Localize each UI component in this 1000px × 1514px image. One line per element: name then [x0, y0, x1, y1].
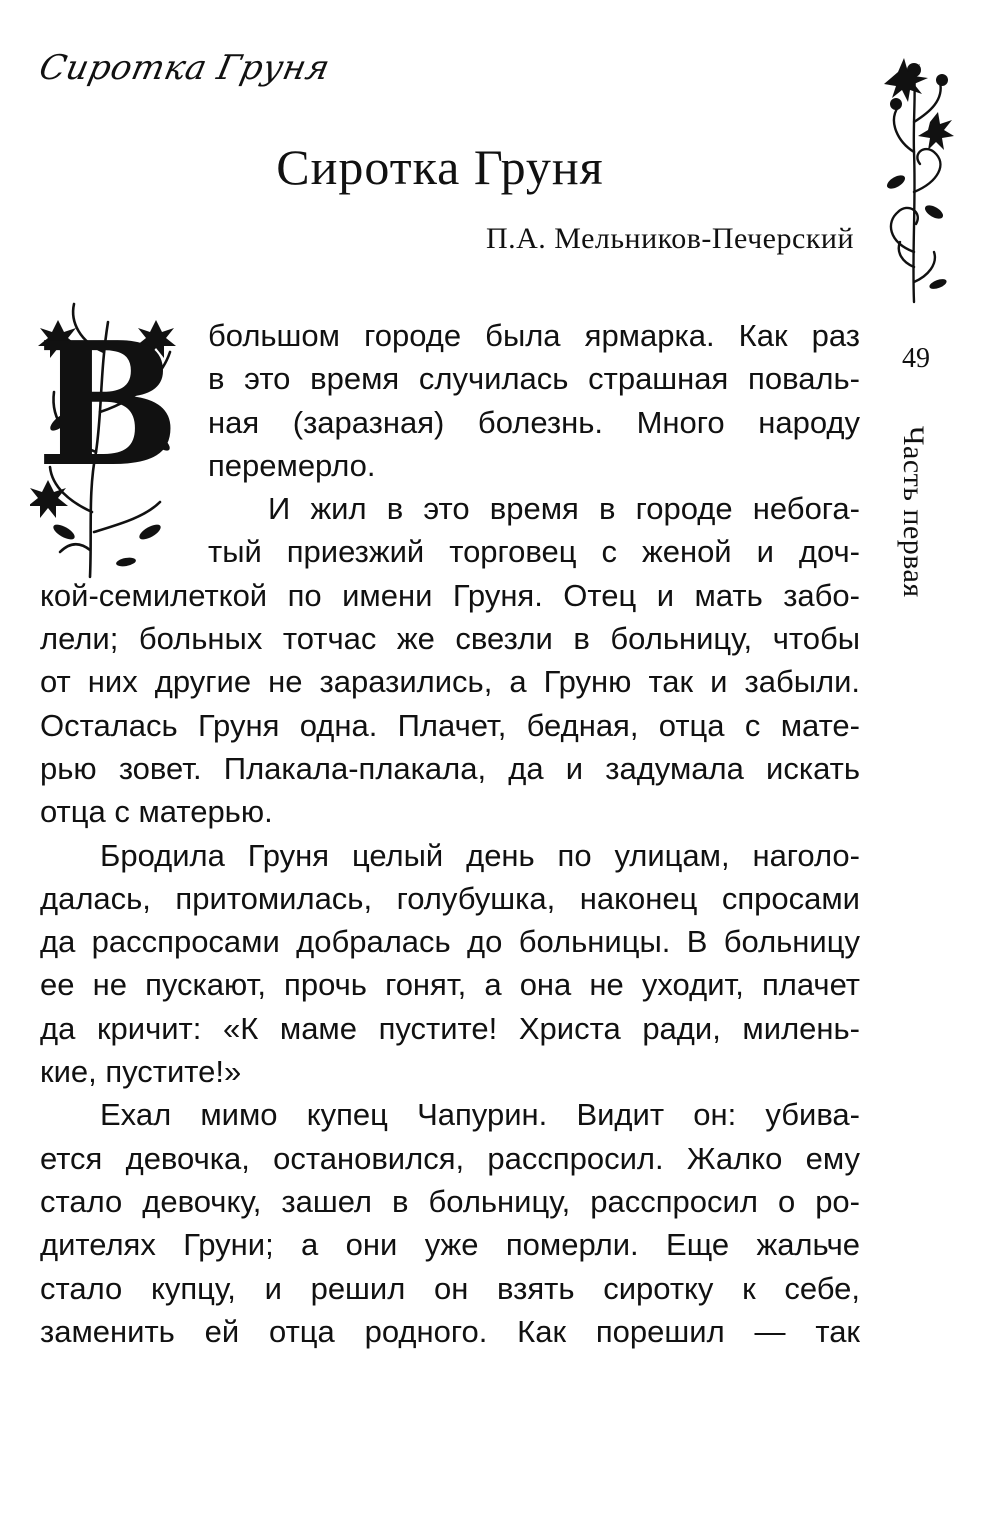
text-line: рью зовет. Плакала-плакала, да и задумала искать: [40, 750, 860, 786]
text-line: стало девочку, зашел в больницу, расспросил о ро-: [40, 1183, 860, 1219]
text-line: ется девочка, остановился, расспросил. Жалко ему: [40, 1140, 860, 1176]
text-line: ная (заразная) болезнь. Много народу: [208, 404, 860, 440]
text-line: Бродила Груня целый день по улицам, наголо-: [100, 837, 860, 873]
text-line: да расспросами добралась до больницы. В больницу: [40, 924, 860, 960]
text-line: далась, притомилась, голубушка, наконец спросами: [40, 880, 860, 916]
text-line: перемерло.: [208, 447, 376, 483]
floral-ornament-icon: [868, 52, 968, 304]
text-line: кой-семилеткой по имени Груня. Отец и мать забо-: [40, 577, 860, 613]
text-line: в это время случилась страшная поваль-: [208, 361, 860, 397]
body-text: [40, 314, 860, 1353]
text-line: от них другие не заразились, а Груню так и забыли.: [40, 664, 860, 700]
text-line: И жил в это время в городе небога-: [268, 491, 860, 527]
text-line: стало купцу, и решил он взять сиротку к себе,: [40, 1270, 860, 1306]
text-line: лели; больных тотчас же свезли в больницу, чтобы: [40, 621, 860, 657]
text-line: отца с матерью.: [40, 794, 273, 830]
running-head-text: Сиротка Груня: [35, 48, 334, 88]
story-title: Сиротка Груня: [276, 139, 604, 195]
page-number: 49: [902, 343, 930, 374]
text-line: Осталась Груня одна. Плачет, бедная, отца с мате-: [40, 707, 860, 743]
text-line: да кричит: «К маме пустите! Христа ради, милень-: [40, 1010, 860, 1046]
running-head: [35, 48, 334, 88]
text-line: большом городе была ярмарка. Как раз: [208, 318, 860, 353]
text-line: дителях Груни; а они уже померли. Еще жальче: [40, 1227, 860, 1263]
drop-cap-letter: В: [36, 305, 180, 505]
text-line: кие, пустите!»: [40, 1054, 242, 1090]
part-label: Часть первая: [897, 426, 930, 598]
story-author: П.А. Мельников-Печерский: [485, 222, 854, 255]
text-line: тый приезжий торговец с женой и доч-: [208, 534, 860, 570]
text-line: Ехал мимо купец Чапурин. Видит он: убива-: [100, 1097, 860, 1133]
text-line: заменить ей отца родного. Как порешил — так: [40, 1313, 860, 1349]
text-line: ее не пускают, прочь гонят, а она не уходит, плачет: [40, 967, 860, 1003]
